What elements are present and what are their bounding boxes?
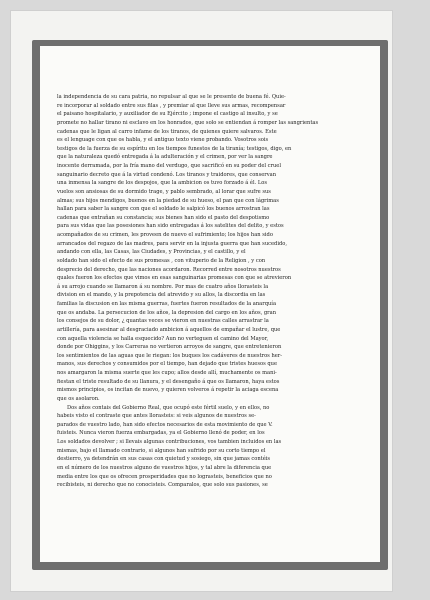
text-line: que os andaba. La persecucion de los años, la depresion del cargo en los años, gran — [57, 309, 277, 316]
text-line: vuelos son ansiosas de su dormido trage, y pablo sembrado, al lorar que sufre sus — [57, 188, 271, 195]
text-line: testigos de la fuerza de su espíritu en los tiempos funestos de la tiranía; testigos, digo, en — [57, 145, 292, 152]
text-line: re incorporar al soldado entre sus filas , y premiar al que lleve sus armas, recompensar — [57, 102, 286, 109]
text-line: destierro, ya detendrán en sus casas con quietud y sosiego, sin que jamas contéis — [57, 456, 271, 463]
text-line: cadenas que entrañan su constancia; sus bienes han sido el pasto del despotismo — [57, 214, 270, 221]
text-line: fuisteis. Nunca vieron fuerza embargadas, ya el Gobierno llenó de poder, en los — [57, 430, 265, 437]
text-line: á su arrojo cuando se llamaron á su nombre. Por mas de cuatro años llorasteis la — [57, 283, 269, 290]
text-line: desprecio del derecho, que las naciones acordaron. Recorred entre nosotros nuestros — [57, 266, 281, 273]
text-line: soldado han sido el efecto de sus promesas , con vituperio de la Religion , y con — [57, 257, 266, 264]
text-line: Dos años contais del Gobierno Real, que ocupó este fértil suelo, y en ellos, no — [67, 404, 270, 411]
text-line: familias la discusion en las misma guerras, fuertes fueron resultados de la anarquía — [57, 301, 277, 307]
text-line: sanguinario decreto que á la virtud condenó. Los tiranos y traidores, que conservan — [57, 171, 277, 178]
text-line: la independencia de su cara patria, no repulsar al que se le presente de buena fé. Quie- — [57, 94, 286, 100]
text-line: una inmensa la sangre de los despojos, que la ambicion os tuvo forzado á él. Los — [57, 180, 268, 187]
text-line: los sentimientos de las aguas que le riegan: los buques los cadáveres de nuestros her- — [57, 352, 283, 359]
text-line: andando con ella, las Casas, las Ciudades, y Provincias, y el castillo, y el — [57, 249, 246, 256]
text-line: con aquella violencia se halla esquecido? Aun no verteguen el camino del Mayor, — [57, 335, 269, 342]
text-line: para sus vidas que las posesiones han sido entregadas á los satelites del delito, y estos — [57, 223, 284, 230]
text-line: parados de vuestro lado, han sido efectos necesarios de esta movimiento de que V. — [57, 421, 273, 428]
body-text — [57, 93, 377, 490]
text-line: nos amargaron la misma suerte que les cupo; allos desde allí, muchamente os mani- — [57, 370, 277, 376]
text-line: cadenas que le ligan al carro infame de los tiranos, de quienes quiere salvaros. Este — [57, 128, 277, 135]
text-line: los consejos de su dolor, ¿ quantas veces se vieron en nuestras calles arrastrar la — [57, 318, 269, 325]
text-line: recibisteis, ni derecho que no conocisteis. Comparalos, que solo sus pasiones, se — [57, 482, 268, 489]
text-line: quales fueron los efectos que vimos en esas sanguinarias promesas con que se atrevieron — [57, 275, 292, 282]
text-line: manos, sus derechos y consumidos por el tiempo, han dejado que tristes huesos que — [57, 361, 277, 368]
text-line: division en el mando, y la prepotencia del atrevido y su allos, la discordia en las — [57, 292, 266, 299]
text-line: que os asolaron. — [57, 395, 100, 402]
text-line: artillería, para asesinar al desgraciado ambicion á aquellos de empañar el lustre, que — [57, 326, 281, 333]
text-line: que la naturaleza quedó entregada á la adulteración y el crimen, por ver la sangre — [57, 154, 273, 161]
text-line: donde por Ohiggins, y los Carreras no vertieron arroyos de sangre, que entretenieron — [57, 344, 282, 351]
text-line: en el número de los nuestros alguno de vuestros hijos, y tal abre la diferencia que — [57, 464, 272, 471]
text-line: almas; sus hijos mendigos, buenos en la piedad de su hueso, el pan que con lágrimas — [57, 197, 279, 204]
text-line: promete no hallar tirano ni esclavo en los honrados, que solo se entiendan á romper las sangrientas — [57, 119, 319, 126]
text-line: arrancados del regazo de las madres, para servir en la injusta guerra que han sucedido, — [57, 240, 288, 247]
text-line: fiestan el triste resultado de su llanura, y el desengaño á que os llamaron, haya estos — [57, 378, 280, 385]
text-line: el paisano hospitalario, y auxiliador de su Ejército ; impone el castigo al insulto, y se — [57, 111, 278, 118]
document-photograph — [10, 10, 393, 592]
text-line: mismos principios, os incitan de nuevo, y quieren volveros á repetir la aciaga escena — [57, 387, 279, 394]
text-line: inocente derramada, por la fría mano del verdugo, que sacrificó en su poder del cruel — [57, 163, 281, 169]
text-line: mismas, bajo el llamado contrario, si algunos han sufrido por su corto tiempo el — [57, 447, 266, 454]
text-line: Los soldados devolver ; si llevais algunas contribuciones, vos tambien incluidos en las — [57, 439, 282, 445]
text-line: es el lenguage con que os habla, y el antiguo texto viene probando. Vosotros sois — [57, 137, 269, 144]
text-line: media entre los que os ofrecen prosperidades que no lograsteis, beneficios que no — [57, 473, 272, 480]
text-line: acompañados de su crimen, les proveen de nuevo el sufrimiento; los hijos han sido — [57, 232, 273, 238]
text-line: habeis visto el contraste que antes llorasteis: si veis algunos de nuestros se- — [57, 413, 256, 420]
document-page — [40, 46, 380, 562]
text-line: hallan para saber la sangre con que el soldado le salpicó los buenos arrostran las — [57, 206, 270, 213]
